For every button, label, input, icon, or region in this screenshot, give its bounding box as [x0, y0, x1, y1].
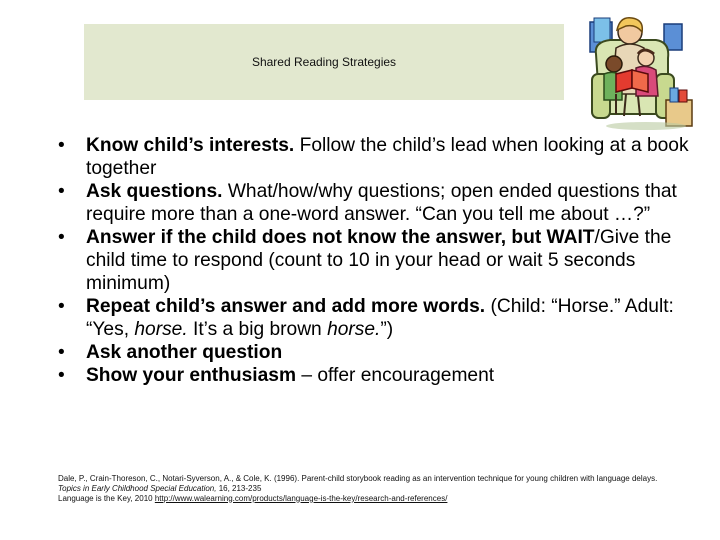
list-item: • Repeat child’s answer and add more words. (Child: “Horse.” Adult: “Yes, horse. It’s a big brown horse.”) [58, 296, 674, 340]
reading-family-clipart [586, 14, 698, 134]
list-item: • Know child’s interests. Follow the child’s lead when looking at a book together [58, 135, 689, 179]
list-item: • Ask questions. What/how/why questions; open ended questions that require more than a one-word answer. “Can you tell me about …?” [58, 181, 677, 225]
list-item: • Ask another question [58, 342, 283, 363]
slide-title: Shared Reading Strategies [251, 55, 397, 69]
list-item: • Answer if the child does not know the answer, but WAIT/Give the child time to respond (count to 10 in your head or wait 5 seconds minimum) [58, 227, 672, 294]
list-item: • Show your enthusiasm – offer encouragement [58, 365, 495, 386]
reference-1: Dale, P., Crain-Thoreson, C., Notari-Syverson, A., & Cole, K. (1996). Parent-child storybook reading as an intervention technique for young children with language delays. Topics in Early Childhood Special Education, 16, 213-235 [58, 474, 658, 493]
strategy-list [56, 134, 696, 387]
reference-2: Language is the Key, 2010 http://www.walearning.com/products/language-is-the-key/research-and-references/ [58, 493, 448, 503]
title-box [84, 24, 564, 100]
reference-link[interactable]: http://www.walearning.com/products/language-is-the-key/research-and-references/ [154, 493, 448, 503]
references [58, 474, 678, 503]
